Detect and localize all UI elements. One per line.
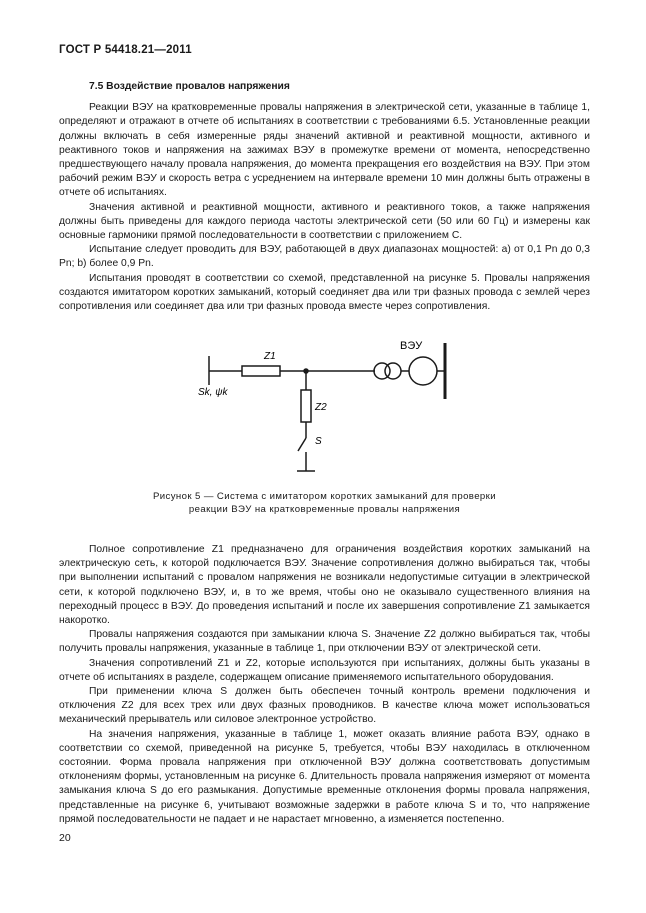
section-7-5 [59,80,590,314]
figure-caption [59,491,590,516]
page-number: 20 [59,832,71,844]
z2-label: Z2 [315,402,327,413]
paragraph: Испытания проводят в соответствии со схемой, представленной на рисунке 5. Провалы напряжения создаются имитатором коротких замыканий, который соединяет два или три фазных провода с землей через сопротивления или соединяет два или три фазных провода вместе через сопротивления. [59,272,590,313]
z2-resistor [301,390,311,422]
switch-s [298,438,306,451]
document-header: ГОСТ Р 54418.21—2011 [59,44,192,56]
paragraph: Полное сопротивление Z1 предназначено для ограничения воздействия коротких замыканий на электрическую сеть, к которой подключается ВЭУ. Значение сопротивления должно выбираться так, чтобы при выполнении испытаний с провалом напряжения не возникали недопустимые ситуации в электрической сети, к которой подключено ВЭУ, и, в то же время, чтобы оно не оказывало существенного влияния на переходный процесс в ВЭУ. До проведения испытаний и после их завершения сопротивление Z1 замыкается накоротко. [59,544,590,627]
z1-label: Z1 [264,351,276,362]
section-title: 7.5 Воздействие провалов напряжения [89,81,290,92]
paragraph: Значения сопротивлений Z1 и Z2, которые используются при испытаниях, должны быть указаны в отчете об испытаниях в разделе, содержащем описание применяемого испытательного оборудования. [59,657,590,683]
caption-line: реакции ВЭУ на кратковременные провалы напряжения [188,503,461,515]
paragraph: При применении ключа S должен быть обеспечен точный контроль времени подключения и отключения Z2 для всех трех или двух фазных проводников. В качестве ключа может использоваться механический прерыватель или силовое электронное устройство. [59,686,590,726]
paragraph: Значения активной и реактивной мощности, активного и реактивного токов, а также напряжения должны быть приведены для каждого периода частоты электрической сети (50 или 60 Гц) и измерены как основные гармоники прямой последовательности в соответствии с приложением С. [59,201,590,242]
generator-symbol [409,357,437,385]
z1-resistor [242,366,280,376]
paragraph: Испытание следует проводить для ВЭУ, работающей в двух диапазонах мощностей: a) от 0,1 Pn до 0,3 Pn; b) более 0,9 Pn. [59,244,590,270]
switch-label: S [315,436,322,447]
caption-line: Рисунок 5 — Система с имитатором коротких замыканий для проверки [152,491,497,502]
circuit-diagram [59,335,590,495]
transformer-coil-2 [385,363,401,379]
turbine-label: ВЭУ [400,340,423,352]
paragraph: Реакции ВЭУ на кратковременные провалы напряжения в электрической сети, указанные в таблице 1, определяют и отражают в отчете об испытаниях в соответствии с требованиями 6.5. Установленные реакции должны включать в себя измеренные ряды значений активной и реактивной мощности, активного и реактивного токов и напряжения на зажимах ВЭУ в промежутке времени от момента, непосредственно предшествующего началу провала напряжения, до момента прекращения его воздействия на ВЭУ. При этом рабочий режим ВЭУ и скорость ветра с усреднением на интервале времени 10 мин должны быть отражены в отчете об испытаниях. [59,102,590,199]
paragraph: На значения напряжения, указанные в таблице 1, может оказать влияние работа ВЭУ, однако в соответствии со схемой, приведенной на рисунке 5, требуется, чтобы ВЭУ находилась в отключенном состоянии. Форма провала напряжения при отключенной ВЭУ должна соответствовать допустимым отклонениям формы, установленным на рисунке 6. Длительность провала напряжения измеряют от момента замыкания ключа S до его размыкания. Допустимые временные отклонения формы провала напряжения, представленные на рисунке 6, учитывают возможные задержки в работе ключа S и то, что напряжение прямой последовательности не падает и не нарастает мгновенно, а изменяется постепенно. [59,728,590,825]
source-label: Sk, ψk [198,387,228,398]
body-text [59,543,590,827]
paragraph: Провалы напряжения создаются при замыкании ключа S. Значение Z2 должно выбираться так, чтобы получить провалы напряжения, указанные в таблице 1, при отключении ВЭУ от электрической сети. [59,629,590,655]
figure-5-diagram [59,335,590,495]
